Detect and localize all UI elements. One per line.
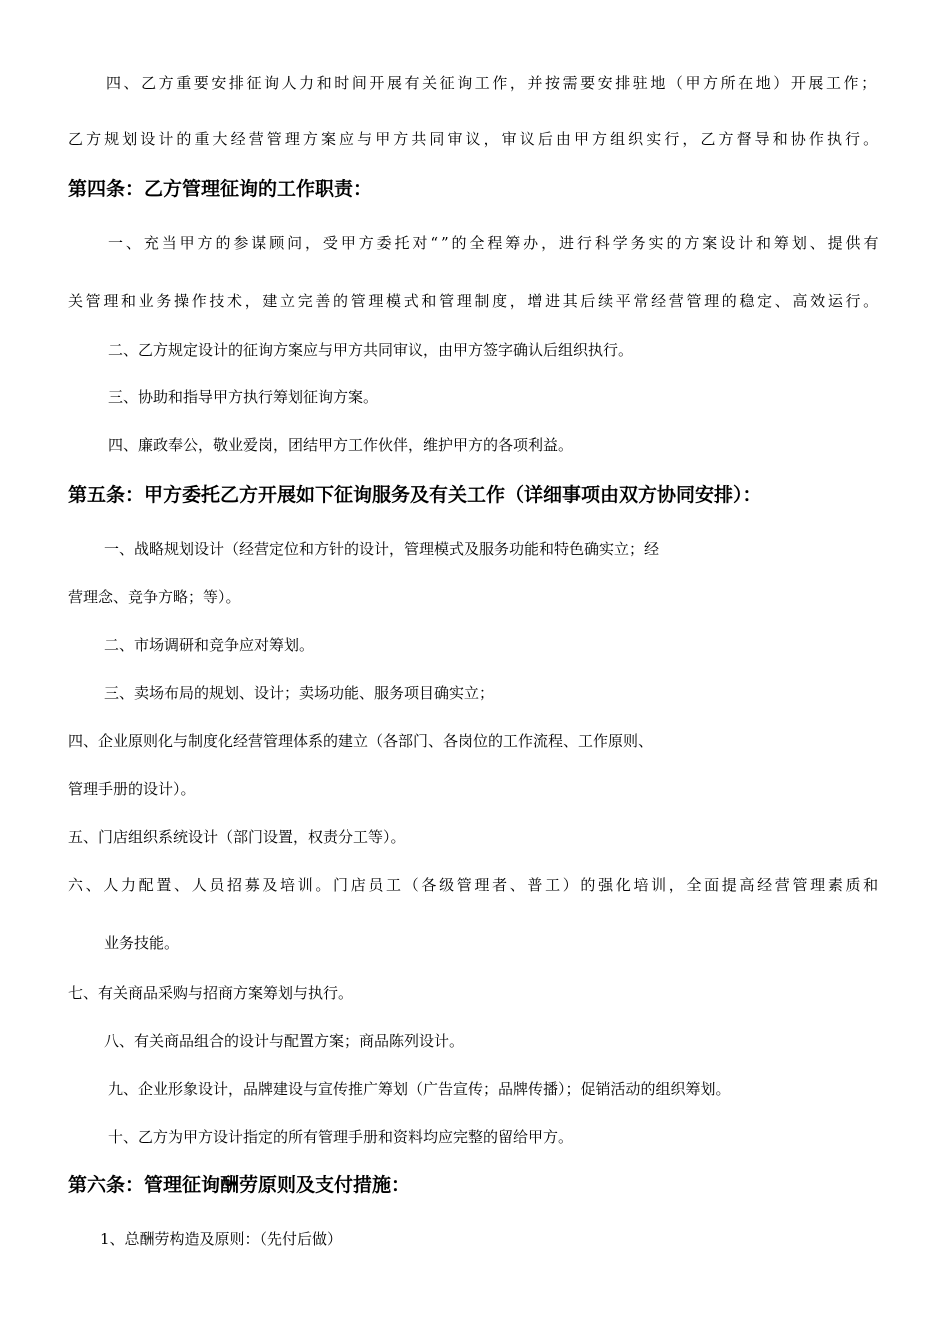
paragraph-line: 营理念、竞争方略；等）。 xyxy=(68,588,241,606)
paragraph-line: 三、卖场布局的规划、设计；卖场功能、服务项目确实立； xyxy=(104,684,495,702)
paragraph-line: 一、充当甲方的参谋顾问，受甲方委托对“”的全程筹办，进行科学务实的方案设计和筹划、提供有 xyxy=(108,234,882,252)
section-heading-article-6: 第六条：管理征询酬劳原则及支付措施： xyxy=(68,1174,411,1196)
paragraph-line: 九、企业形象设计，品牌建设与宣传推广筹划（广告宣传；品牌传播）；促销活动的组织筹划。 xyxy=(108,1080,731,1098)
paragraph-line: 关管理和业务操作技术，建立完善的管理模式和管理制度，增进其后续平常经营管理的稳定、高效运行。 xyxy=(68,292,881,310)
paragraph-line: 七、有关商品采购与招商方案筹划与执行。 xyxy=(68,984,354,1002)
paragraph-line: 四、企业原则化与制度化经营管理体系的建立（各部门、各岗位的工作流程、工作原则、 xyxy=(68,732,654,750)
paragraph-line: 五、门店组织系统设计（部门设置，权责分工等）。 xyxy=(68,828,406,846)
paragraph-line: 四、廉政奉公，敬业爱岗，团结甲方工作伙伴，维护甲方的各项利益。 xyxy=(108,436,574,454)
section-heading-article-4: 第四条：乙方管理征询的工作职责： xyxy=(68,178,373,200)
paragraph-line: 六、人力配置、人员招募及培训。门店员工（各级管理者、普工）的强化培训，全面提高经营管理素质和 xyxy=(68,876,881,894)
paragraph-line: 管理手册的设计）。 xyxy=(68,780,196,798)
paragraph-line: 十、乙方为甲方设计指定的所有管理手册和资料均应完整的留给甲方。 xyxy=(108,1128,574,1146)
paragraph-line: 一、战略规划设计（经营定位和方针的设计，管理模式及服务功能和特色确实立；经 xyxy=(104,540,660,558)
paragraph-line: 1、总酬劳构造及原则：（先付后做） xyxy=(100,1230,343,1248)
section-heading-article-5: 第五条：甲方委托乙方开展如下征询服务及有关工作（详细事项由双方协同安排）： xyxy=(68,484,762,506)
paragraph-line: 四、乙方重要安排征询人力和时间开展有关征询工作，并按需要安排驻地（甲方所在地）开展工作； xyxy=(106,74,879,92)
paragraph-line: 三、协助和指导甲方执行筹划征询方案。 xyxy=(108,388,379,406)
paragraph-line: 八、有关商品组合的设计与配置方案；商品陈列设计。 xyxy=(104,1032,465,1050)
paragraph-line: 业务技能。 xyxy=(104,934,180,952)
paragraph-line: 二、乙方规定设计的征询方案应与甲方共同审议，由甲方签字确认后组织执行。 xyxy=(108,341,634,359)
paragraph-line: 二、市场调研和竞争应对筹划。 xyxy=(104,636,315,654)
paragraph-line: 乙方规划设计的重大经营管理方案应与甲方共同审议，审议后由甲方组织实行，乙方督导和协作执行。 xyxy=(68,130,882,148)
